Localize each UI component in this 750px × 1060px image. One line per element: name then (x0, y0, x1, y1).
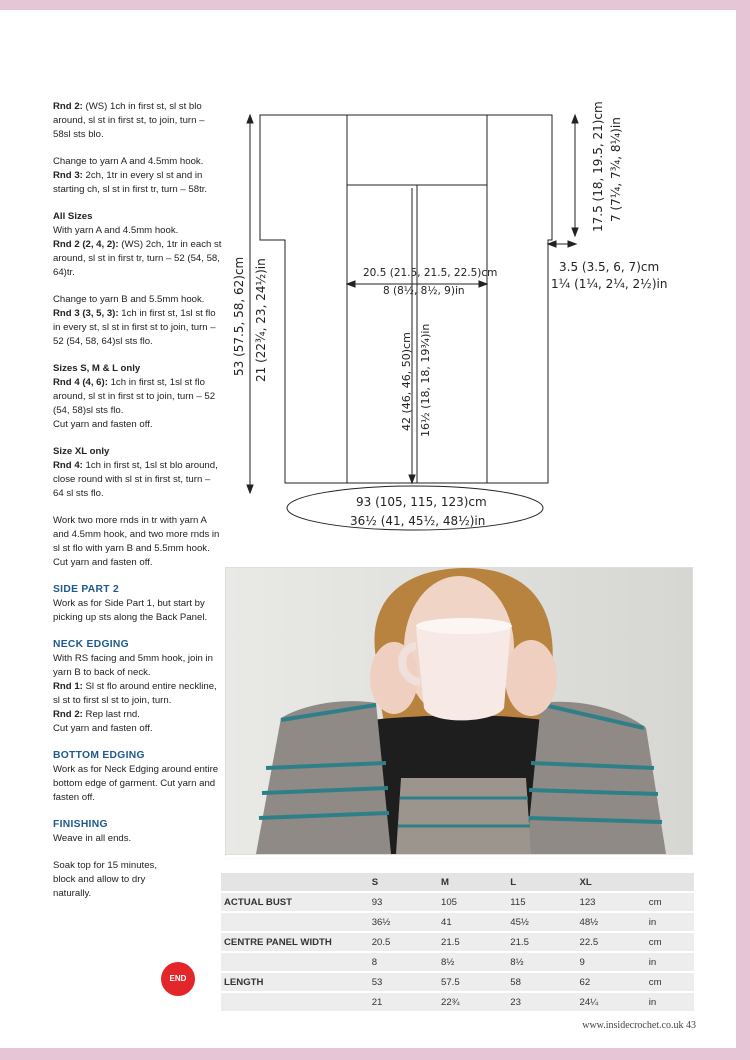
table-cell: in (646, 993, 694, 1011)
sizes-sml-heading: Sizes S, M & L only (53, 363, 141, 374)
table-row (221, 893, 694, 911)
panel-cm-label: 20.5 (21.5, 21.5, 22.5)cm (363, 267, 498, 279)
work-more-paragraph (53, 514, 223, 570)
table-cell: 45½ (507, 913, 576, 931)
soak-text: Soak top for 15 minutes, block and allow to dry naturally. (53, 860, 157, 899)
model-illustration (226, 568, 692, 854)
rnd2-text: (WS) 1ch in first st, sl st blo around, sl st in first st, to join, turn – 58sl sts blo. (53, 101, 205, 140)
footer-url[interactable]: www.insidecrochet.co.uk (582, 1020, 684, 1031)
table-cell: 24¼ (577, 993, 646, 1011)
change-b-paragraph (53, 293, 223, 349)
rnd2-label: Rnd 2: (53, 101, 83, 112)
sizes-sml-paragraph (53, 362, 223, 432)
sleeve-cm-label: 3.5 (3.5, 6, 7)cm (559, 260, 660, 274)
bust-cm-label: 93 (105, 115, 123)cm (356, 495, 487, 509)
rnd3b-label: Rnd 3 (3, 5, 3): (53, 308, 119, 319)
table-cell: 21 (369, 993, 438, 1011)
table-cell: 48½ (577, 913, 646, 931)
end-badge: END (161, 962, 195, 996)
page-border-dots-top (0, 11, 736, 15)
table-cell: 36½ (369, 913, 438, 931)
table-cell: cm (646, 973, 694, 991)
table-header-cell (221, 873, 369, 891)
table-cell: 20.5 (369, 933, 438, 951)
table-header-cell: S (369, 873, 438, 891)
table-cell: 41 (438, 913, 507, 931)
table-cell: 22¾ (438, 993, 507, 1011)
neck-edging-heading: NECK EDGING (53, 639, 129, 650)
table-cell: 53 (369, 973, 438, 991)
page-border-dots-bottom (0, 1043, 736, 1047)
table-cell: 21.5 (507, 933, 576, 951)
all-sizes-heading: All Sizes (53, 211, 93, 222)
table-cell: 8 (369, 953, 438, 971)
pattern-instructions (53, 100, 223, 914)
bust-in-label: 36½ (41, 45½, 48½)in (350, 514, 486, 528)
model-photo (225, 567, 693, 855)
table-row (221, 973, 694, 991)
change-yarn-a: Change to yarn A and 4.5mm hook. (53, 156, 204, 167)
table-cell: in (646, 913, 694, 931)
rnd2-paragraph (53, 100, 223, 142)
table-cell: LENGTH (221, 973, 369, 991)
table-row (221, 953, 694, 971)
all-sizes-intro: With yarn A and 4.5mm hook. (53, 225, 179, 236)
garment-schematic (225, 100, 705, 540)
side-part-text: Work as for Side Part 1, but start by picking up sts along the Back Panel. (53, 598, 208, 623)
table-cell: 115 (507, 893, 576, 911)
sleeve-in-label: 1¼ (1¼, 2¼, 2½)in (551, 277, 668, 291)
cut-yarn-2: Cut yarn and fasten off. (53, 557, 153, 568)
neck-text: With RS facing and 5mm hook, join in yarn B to back of neck. (53, 653, 213, 678)
table-row (221, 913, 694, 931)
table-cell: 123 (577, 893, 646, 911)
finishing-heading: FINISHING (53, 819, 108, 830)
size-xl-heading: Size XL only (53, 446, 110, 457)
table-cell: CENTRE PANEL WIDTH (221, 933, 369, 951)
work-more-text: Work two more rnds in tr with yarn A and 4.5mm hook, and two more rnds in sl st flo with yarn B and 5.5mm hook. (53, 515, 220, 554)
table-cell (221, 913, 369, 931)
page-border-dots-right (731, 10, 735, 1050)
length-cm-label: 53 (57.5, 58, 62)cm (232, 256, 246, 376)
table-header-row (221, 873, 694, 891)
all-sizes-paragraph (53, 210, 223, 280)
schematic-drawing (225, 100, 705, 540)
rnd3b-text: 1ch in first st, 1sl st flo in every st, sl st in first st to join, turn – 52 (54, 58, 64)sl sts flo. (53, 308, 216, 347)
table-cell: 8½ (507, 953, 576, 971)
table-row (221, 993, 694, 1011)
change-yarn-b: Change to yarn B and 5.5mm hook. (53, 294, 205, 305)
shoulder-in-label: 7 (7¼, 7¾, 8¼)in (609, 117, 623, 222)
cut-yarn-3: Cut yarn and fasten off. (53, 723, 153, 734)
bottom-edging-text: Work as for Neck Edging around entire bottom edge of garment. Cut yarn and fasten off. (53, 764, 219, 803)
table-cell: 58 (507, 973, 576, 991)
length-in-label: 21 (22¾, 23, 24½)in (254, 258, 268, 382)
neck-rnd1-text: Sl st flo around entire neckline, sl st to first sl st to join, turn. (53, 681, 217, 706)
inner-cm-label: 42 (46, 46, 50)cm (400, 332, 413, 431)
table-cell: 93 (369, 893, 438, 911)
rnd2b-text: (WS) 2ch, 1tr in each st around, sl st in first tr, turn – 52 (54, 58, 64)tr. (53, 239, 222, 278)
table-cell: cm (646, 893, 694, 911)
side-part-heading: SIDE PART 2 (53, 584, 120, 595)
cut-yarn-1: Cut yarn and fasten off. (53, 419, 153, 430)
page-border-bottom (0, 1048, 750, 1060)
panel-in-label: 8 (8½, 8½, 9)in (383, 285, 465, 297)
inner-in-label: 16½ (18, 18, 19¾)in (419, 323, 432, 437)
finishing-text: Weave in all ends. (53, 833, 132, 844)
table-cell: 23 (507, 993, 576, 1011)
table-cell: 62 (577, 973, 646, 991)
table-cell: 21.5 (438, 933, 507, 951)
table-cell (221, 953, 369, 971)
rnd4xl-text: 1ch in first st, 1sl st blo around, close round with sl st in first st, turn – 64 sl sts flo. (53, 460, 218, 499)
page-border-right (736, 0, 750, 1060)
page-number: 43 (686, 1020, 696, 1031)
bottom-edging-heading: BOTTOM EDGING (53, 750, 145, 761)
table-cell (221, 993, 369, 1011)
table-cell: 9 (577, 953, 646, 971)
table-header-cell: XL (577, 873, 646, 891)
size-table (221, 871, 694, 1013)
table-cell: 22.5 (577, 933, 646, 951)
table-cell: cm (646, 933, 694, 951)
table-cell: ACTUAL BUST (221, 893, 369, 911)
table-header-cell (646, 873, 694, 891)
table-cell: 57.5 (438, 973, 507, 991)
neck-rnd1-label: Rnd 1: (53, 681, 83, 692)
rnd4-text: 1ch in first st, 1sl st flo around, sl st in first st to join, turn – 52 (54, 58)sl sts flo. (53, 377, 216, 416)
table-cell: 8½ (438, 953, 507, 971)
table-cell: in (646, 953, 694, 971)
page-border-top (0, 0, 750, 10)
rnd4xl-label: Rnd 4: (53, 460, 83, 471)
table-header-cell: M (438, 873, 507, 891)
neck-rnd2-text: Rep last rnd. (82, 709, 140, 720)
rnd3-text: 2ch, 1tr in every sl st and in starting ch, sl st in first tr, turn – 58tr. (53, 170, 208, 195)
neck-rnd2-label: Rnd 2: (53, 709, 83, 720)
table-cell: 105 (438, 893, 507, 911)
rnd4-label: Rnd 4 (4, 6): (53, 377, 108, 388)
table-row (221, 933, 694, 951)
size-xl-paragraph (53, 445, 223, 501)
table-header-cell: L (507, 873, 576, 891)
rnd3-paragraph (53, 155, 223, 197)
rnd3-label: Rnd 3: (53, 170, 83, 181)
shoulder-cm-label: 17.5 (18, 19.5, 21)cm (591, 101, 605, 232)
page-footer (582, 1020, 696, 1031)
neck-edging-paragraph (53, 652, 223, 736)
rnd2b-label: Rnd 2 (2, 4, 2): (53, 239, 119, 250)
